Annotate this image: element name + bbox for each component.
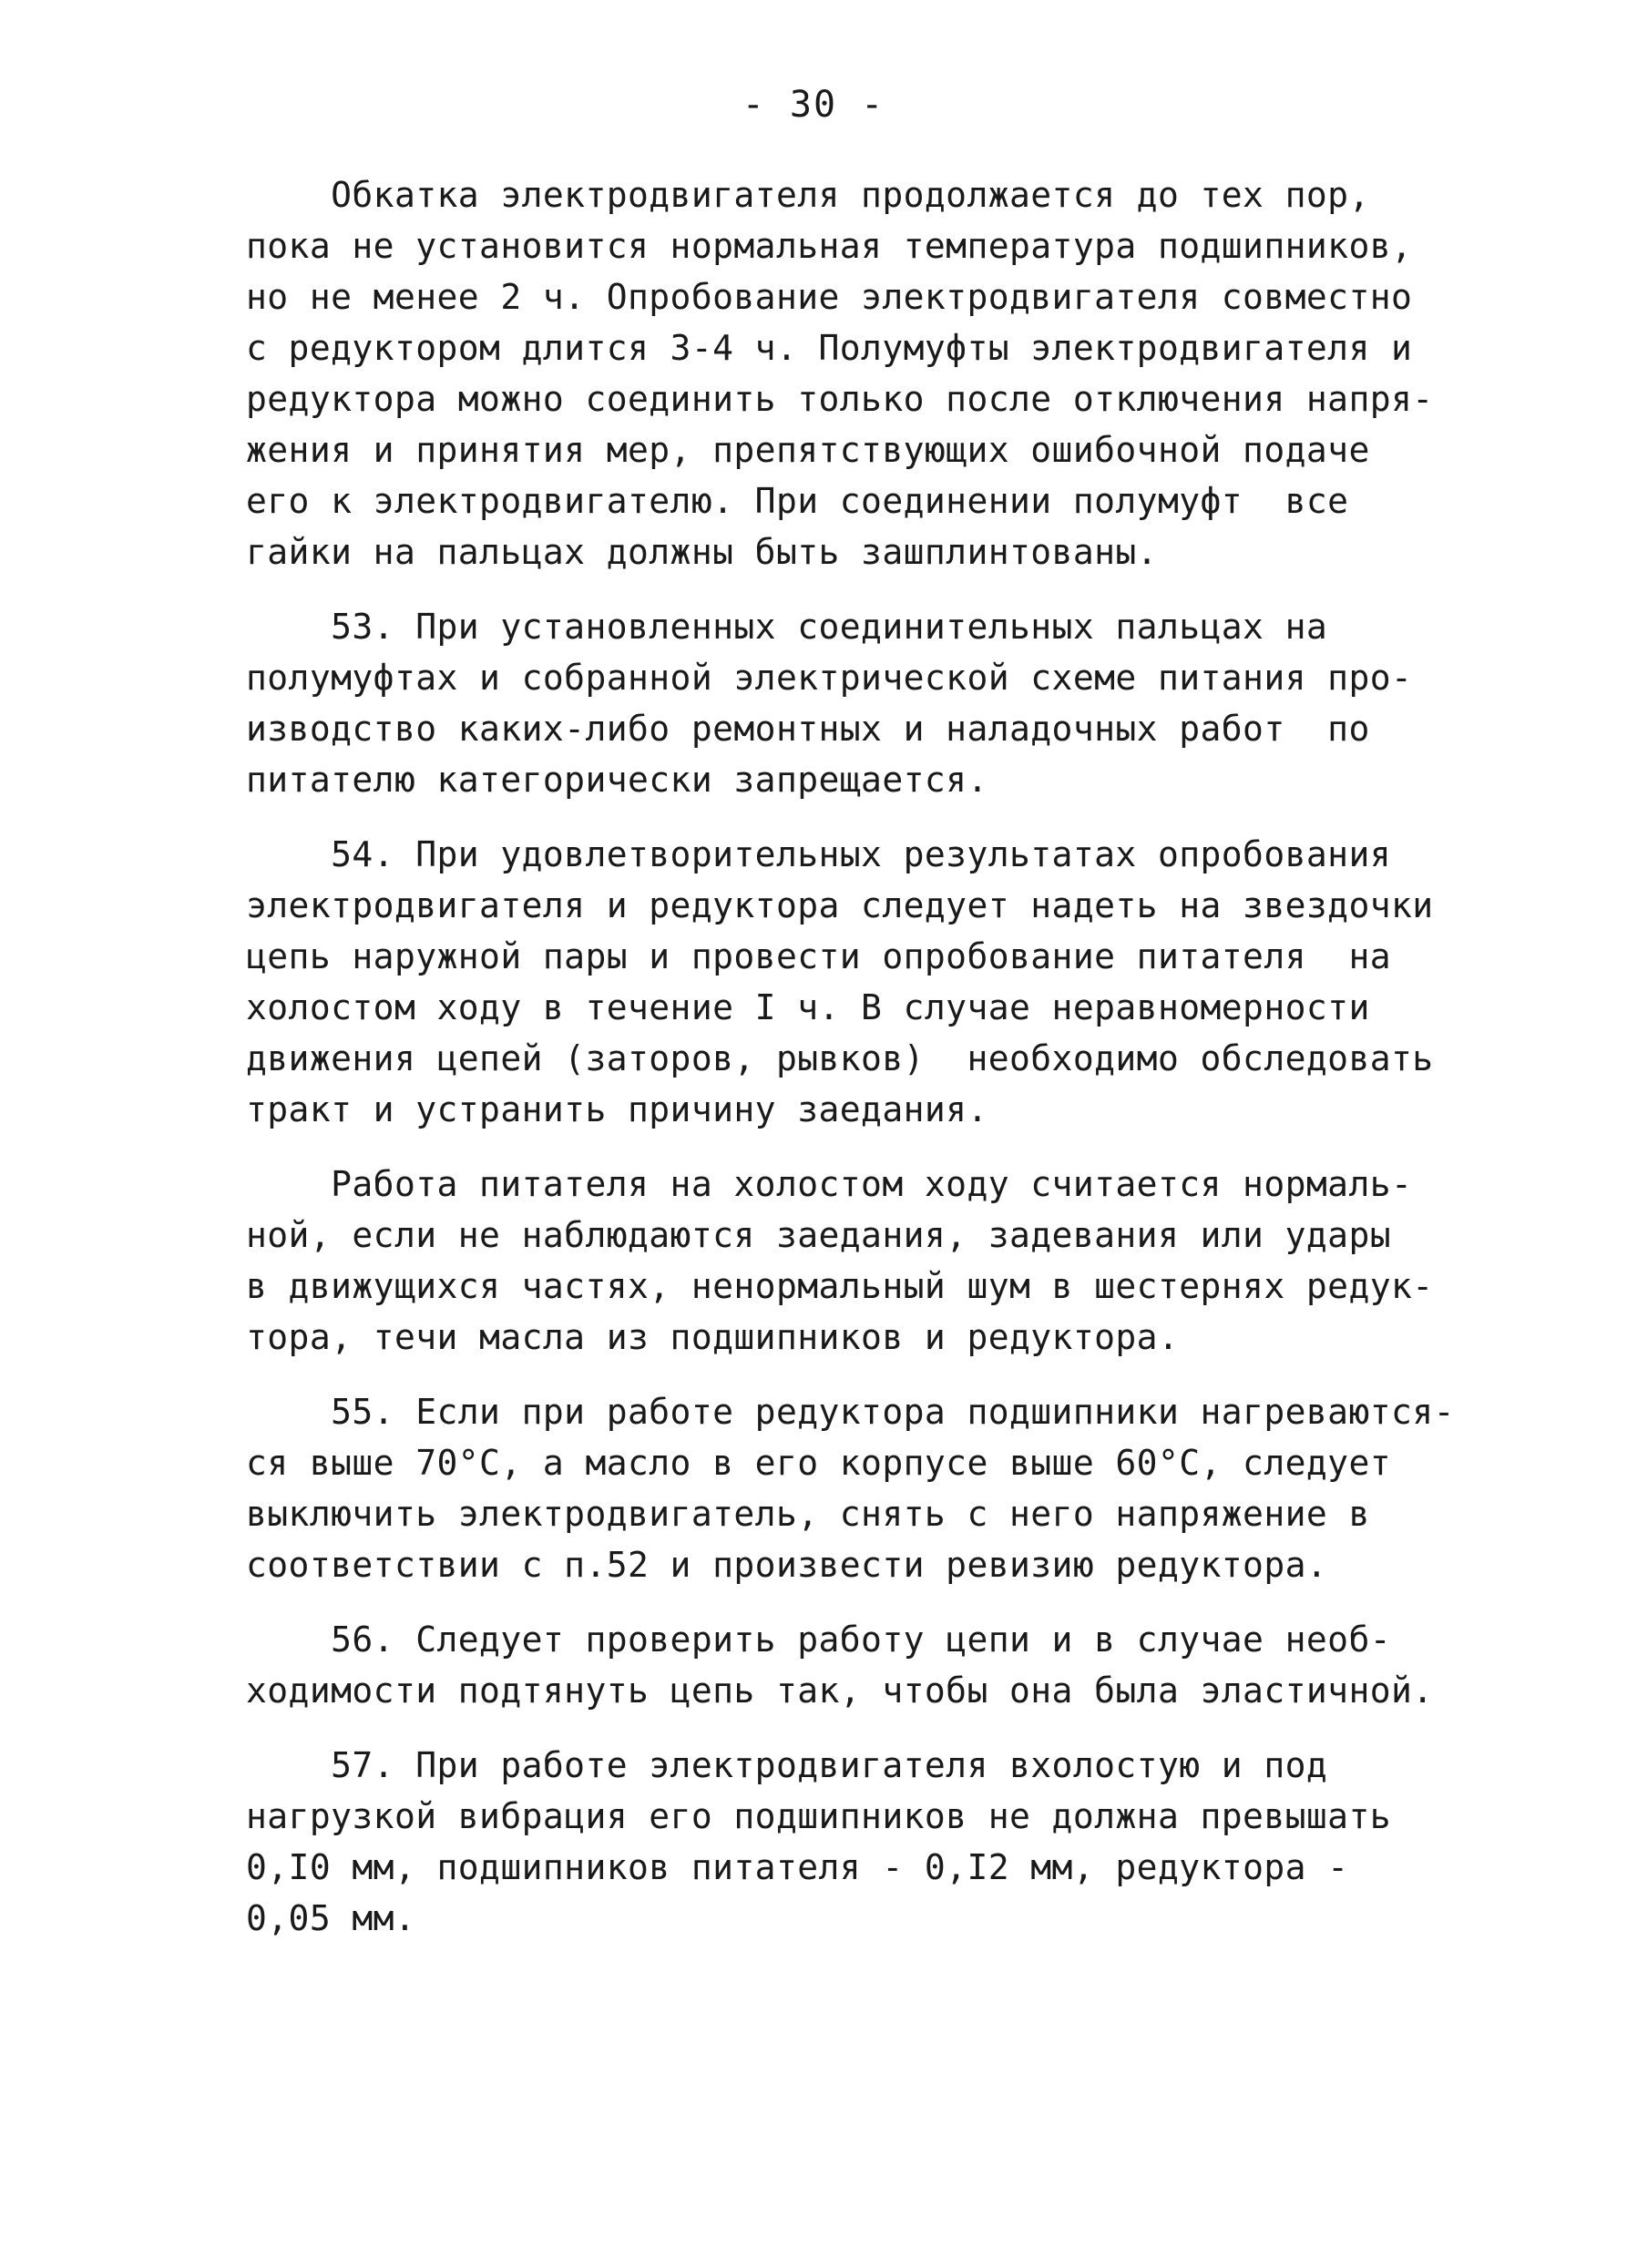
text-line: жения и принятия мер, препятствующих ошибочной подаче: [246, 430, 1370, 470]
text-line: соответствии с п.52 и произвести ревизию редуктора.: [246, 1545, 1328, 1585]
text-line: нагрузкой вибрация его подшипников не должна превышать: [246, 1796, 1392, 1836]
text-line: тракт и устранить причину заедания.: [246, 1089, 988, 1129]
text-line: движения цепей (заторов, рывков) необходимо обследовать: [246, 1038, 1434, 1078]
text-line: цепь наружной пары и провести опробование питателя на: [246, 936, 1392, 976]
text-line: 53. При установленных соединительных пальцах на: [246, 607, 1328, 647]
text-line: Работа питателя на холостом ходу считается нормаль-: [246, 1164, 1413, 1204]
paragraph-57: [246, 1740, 1448, 1944]
text-line: редуктора можно соединить только после отключения напря-: [246, 379, 1434, 419]
text-line: гайки на пальцах должны быть зашплинтованы.: [246, 532, 1158, 572]
text-line: 55. Если при работе редуктора подшипники нагреваются-: [246, 1392, 1455, 1432]
text-line: его к электродвигателю. При соединении полумуфт все: [246, 481, 1349, 521]
paragraph-obkatka: [246, 169, 1448, 577]
document-body: [246, 169, 1455, 1944]
text-line: выключить электродвигатель, снять с него напряжение в: [246, 1494, 1370, 1534]
text-line: 0,05 мм.: [246, 1898, 416, 1938]
text-line: изводство каких-либо ремонтных и наладочных работ по: [246, 709, 1370, 749]
text-line: полумуфтах и собранной электрической схеме питания про-: [246, 658, 1413, 698]
text-line: ся выше 70°С, а масло в его корпусе выше 60°С, следует: [246, 1443, 1392, 1483]
text-line: 57. При работе электродвигателя вхолостую и под: [246, 1745, 1328, 1785]
text-line: ной, если не наблюдаются заедания, задевания или удары: [246, 1215, 1392, 1255]
text-line: 56. Следует проверить работу цепи и в случае необ-: [246, 1619, 1392, 1660]
paragraph-54: [246, 829, 1448, 1135]
text-line: но не менее 2 ч. Опробование электродвигателя совместно: [246, 277, 1413, 317]
paragraph-rabota: [246, 1159, 1448, 1363]
text-line: Обкатка электродвигателя продолжается до тех пор,: [246, 175, 1370, 215]
paragraph-56: [246, 1614, 1448, 1716]
text-line: тора, течи масла из подшипников и редуктора.: [246, 1317, 1180, 1357]
paragraph-55: [246, 1386, 1455, 1590]
page-number: - 30 -: [742, 84, 885, 126]
text-line: 0,I0 мм, подшипников питателя - 0,I2 мм, редуктора -: [246, 1847, 1349, 1887]
text-line: пока не установится нормальная температура подшипников,: [246, 226, 1413, 266]
text-line: с редуктором длится 3-4 ч. Полумуфты электродвигателя и: [246, 328, 1413, 368]
text-line: ходимости подтянуть цепь так, чтобы она была эластичной.: [246, 1670, 1434, 1711]
text-line: электродвигателя и редуктора следует надеть на звездочки: [246, 885, 1434, 925]
text-line: 54. При удовлетворительных результатах опробования: [246, 834, 1392, 874]
text-line: холостом ходу в течение I ч. В случае неравномерности: [246, 987, 1370, 1027]
paragraph-53: [246, 601, 1448, 805]
text-line: в движущихся частях, ненормальный шум в шестернях редук-: [246, 1266, 1434, 1306]
text-line: питателю категорически запрещается.: [246, 760, 988, 800]
